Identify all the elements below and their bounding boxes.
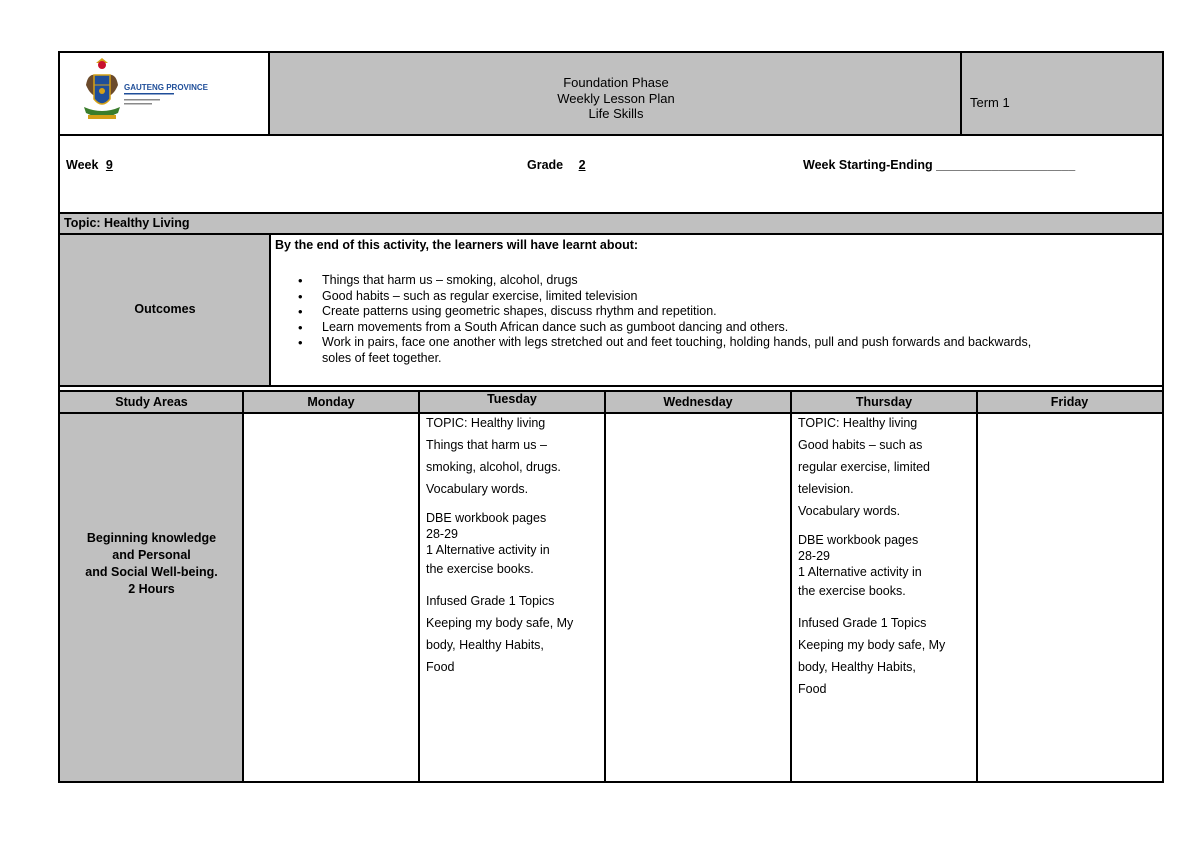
week-range-label: Week Starting-Ending	[803, 158, 937, 172]
week-field	[66, 158, 123, 172]
tuesday-line: the exercise books.	[426, 562, 534, 576]
title-line-1: Foundation Phase	[563, 75, 669, 90]
tuesday-line: Vocabulary words.	[426, 482, 529, 496]
title-line-3: Life Skills	[588, 106, 644, 121]
column-header-study-areas: Study Areas	[115, 395, 188, 409]
week-range-value: ____________________	[936, 158, 1076, 172]
grade-label: Grade	[527, 158, 567, 172]
week-label: Week	[66, 158, 102, 172]
tuesday-line: TOPIC: Healthy living	[426, 416, 546, 430]
outcomes-label: Outcomes	[134, 302, 196, 316]
thursday-line: Keeping my body safe, My	[798, 638, 946, 652]
tuesday-line: 1 Alternative activity in	[426, 543, 550, 557]
tuesday-line: smoking, alcohol, drugs.	[426, 460, 561, 474]
outcome-item: • Work in pairs, face one another with legs stretched out and feet touching, holding hands, pull and push forwards and backwards,	[270, 335, 1160, 351]
thursday-line: 1 Alternative activity in	[798, 565, 922, 579]
spacer	[426, 500, 602, 510]
tuesday-line: Keeping my body safe, My	[426, 616, 574, 630]
thursday-line: TOPIC: Healthy living	[798, 416, 918, 430]
thursday-line: Food	[798, 682, 827, 696]
svg-text:GAUTENG PROVINCE: GAUTENG PROVINCE	[124, 83, 209, 92]
thursday-line: DBE workbook pages	[798, 533, 919, 547]
column-header-tuesday: Tuesday	[487, 392, 537, 406]
column-header-wednesday: Wednesday	[663, 395, 733, 409]
outcome-item: • Learn movements from a South African dance such as gumboot dancing and others.	[270, 320, 1160, 336]
topic-row-bg	[60, 214, 1162, 234]
tuesday-line: Things that harm us –	[426, 438, 547, 452]
term-cell-bg	[962, 53, 1162, 135]
study-area-line: Beginning knowledge	[86, 531, 217, 545]
column-header-monday: Monday	[307, 395, 355, 409]
gauteng-logo	[78, 55, 209, 131]
thursday-line: the exercise books.	[798, 584, 906, 598]
thursday-line: regular exercise, limited	[798, 460, 930, 474]
thursday-line: television.	[798, 482, 854, 496]
outcome-item: • Good habits – such as regular exercise, limited television	[270, 289, 1160, 305]
coat-of-arms-icon	[84, 58, 120, 119]
outcomes-intro: By the end of this activity, the learners will have learnt about:	[275, 238, 639, 252]
tuesday-line: 28-29	[426, 527, 458, 541]
outcome-item: • Things that harm us – smoking, alcohol, drugs	[270, 273, 1160, 289]
term-label: Term 1	[970, 95, 1010, 110]
thursday-cell	[798, 412, 974, 700]
thursday-line: Good habits – such as	[798, 438, 923, 452]
week-range-field	[803, 158, 1075, 172]
outcome-item: • Create patterns using geometric shapes, discuss rhythm and repetition.	[270, 304, 1160, 320]
topic-label: Topic: Healthy Living	[64, 216, 190, 230]
tuesday-line: DBE workbook pages	[426, 511, 547, 525]
study-area-line: and Personal	[112, 548, 191, 562]
thursday-line: Vocabulary words.	[798, 504, 901, 518]
study-area-line: 2 Hours	[128, 582, 175, 596]
tuesday-line: body, Healthy Habits,	[426, 638, 544, 652]
spacer	[798, 602, 974, 612]
title-line-2: Weekly Lesson Plan	[557, 90, 675, 106]
study-area-label	[60, 530, 243, 598]
thursday-line: body, Healthy Habits,	[798, 660, 916, 674]
spacer	[798, 522, 974, 532]
thursday-line: Infused Grade 1 Topics	[798, 616, 927, 630]
tuesday-cell	[426, 412, 602, 678]
plan-title	[270, 75, 962, 122]
outcomes-list	[270, 273, 1160, 366]
thursday-line: 28-29	[798, 549, 830, 563]
week-value: 9	[105, 158, 113, 172]
tuesday-line: Food	[426, 660, 455, 674]
column-header-thursday: Thursday	[855, 395, 913, 409]
column-header-friday: Friday	[1050, 395, 1089, 409]
spacer	[426, 580, 602, 590]
tuesday-line: Infused Grade 1 Topics	[426, 594, 555, 608]
grade-value: 2	[578, 158, 586, 172]
outcome-item-continued: soles of feet together.	[322, 350, 442, 365]
grade-field	[527, 158, 602, 172]
study-area-line: and Social Well-being.	[85, 565, 218, 579]
